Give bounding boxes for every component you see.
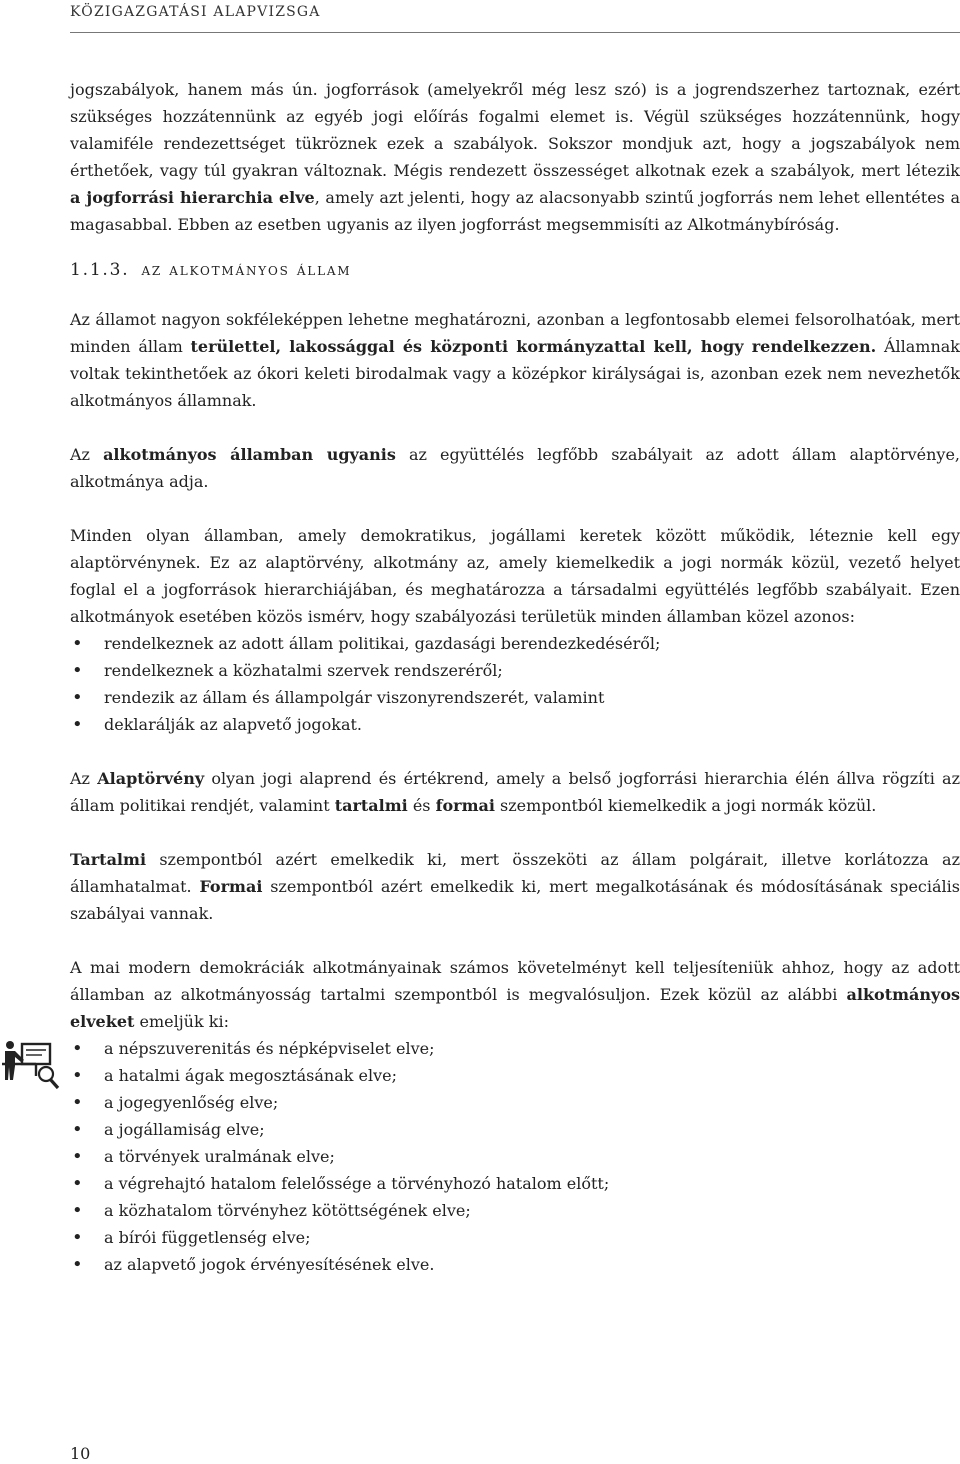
list-item: • a végrehajtó hatalom felelőssége a törvényhozó hatalom előtt; [70, 1170, 960, 1197]
presenter-board-icon [2, 1036, 66, 1098]
list-item: • az alapvető jogok érvényesítésének elve. [70, 1251, 960, 1278]
page-number: 10 [70, 1444, 91, 1463]
list-item: • rendezik az állam és állampolgár viszonyrendszerét, valamint [70, 684, 960, 711]
list-item: • a népszuverenitás és népképviselet elve; [70, 1035, 960, 1062]
paragraph-basic-law: Minden olyan államban, amely demokratikus, jogállami keretek között működik, léteznie kell egy alaptörvénynek. Ez az alaptörvény, alkotmány az, amely kiemelkedik a jogi normák közül, vezető helyet foglal el a jogforrások hierarchiájában, és meghatározza a társadalmi együttélés legfőbb szabályait. Ezen alkotmányok esetében közös ismérv, hogy szabályozási területük minden államban közel azonos: [70, 526, 960, 626]
list-item: • a jogállamiság elve; [70, 1116, 960, 1143]
paragraph-alaptorveny: Az Alaptörvény olyan jogi alaprend és értékrend, amely a belső jogforrási hierarchia élén állva rögzíti az állam politikai rendjét, valamint tartalmi és formai szempontból kiemelkedik a jogi normák közül. [70, 769, 960, 815]
list-item: • rendelkeznek a közhatalmi szervek rendszeréről; [70, 657, 960, 684]
paragraph-hierarchy: jogszabályok, hanem más ún. jogforrások (amelyekről még lesz szó) is a jogrendszerhez tartoznak, ezért szükséges hozzátennünk az egyéb jogi előírás fogalmi elemet is. Végül szükséges hozzátennünk, hogy valamiféle rendezettséget tükröznek ezek a szabályok. Sokszor mondjuk azt, hogy a jogszabályok nem érthetőek, vagy túl gyakran változnak. Mégis rendezett összességet alkotnak ezek a szabályok, mert létezik a jogforrási hierarchia elve, amely azt jelenti, hogy az alacsonyabb szintű jogforrás nem lehet ellentétes a magasabbal. Ebben az esetben ugyanis az ilyen jogforrást megsemmisíti az Alkotmánybíróság. [70, 80, 960, 234]
list-item: • a törvények uralmának elve; [70, 1143, 960, 1170]
paragraph-state-definition: Az államot nagyon sokféleképpen lehetne meghatározni, azonban a legfontosabb elemei felsorolhatóak, mert minden állam területtel, lakossággal és központi kormányzattal kell, hogy rendelkezzen. Államnak voltak tekinthetőek az ókori keleti birodalmak vagy a középkor királyságai is, azonban ezek nem nevezhetők alkotmányos államnak. [70, 310, 960, 410]
list-item: • a hatalmi ágak megosztásának elve; [70, 1062, 960, 1089]
list-item: • a közhatalom törvényhez kötöttségének elve; [70, 1197, 960, 1224]
list-item: • deklarálják az alapvető jogokat. [70, 711, 960, 738]
constitutional-principles-list [70, 1035, 960, 1278]
running-title: KÖZIGAZGATÁSI ALAPVIZSGA [70, 4, 321, 20]
section-number: 1.1.3. [70, 260, 130, 280]
page-content [70, 76, 960, 1278]
paragraph-principles: A mai modern demokráciák alkotmányainak számos követelményt kell teljesíteniük ahhoz, hogy az adott államban az alkotmányosság tartalmi szempontból is megvalósuljon. Ezek közül az alábbi alkotmányos elveket emeljük ki: [70, 958, 960, 1031]
paragraph-content-form: Tartalmi szempontból azért emelkedik ki, mert összeköti az állam polgárait, illetve korlátozza az államhatalmat. Formai szempontból azért emelkedik ki, mert megalkotásának és módosításának speciális szabályai vannak. [70, 850, 960, 923]
list-item: • a jogegyenlőség elve; [70, 1089, 960, 1116]
paragraph-constitutional-state: Az alkotmányos államban ugyanis az együttélés legfőbb szabályait az adott állam alaptörvénye, alkotmánya adja. [70, 445, 960, 491]
list-item: • rendelkeznek az adott állam politikai, gazdasági berendezkedéséről; [70, 630, 960, 657]
list-item: • a bírói függetlenség elve; [70, 1224, 960, 1251]
section-heading [70, 238, 960, 306]
header-rule [70, 32, 960, 33]
constitution-scope-list [70, 630, 960, 738]
section-title: az alkotmányos állam [141, 260, 352, 280]
